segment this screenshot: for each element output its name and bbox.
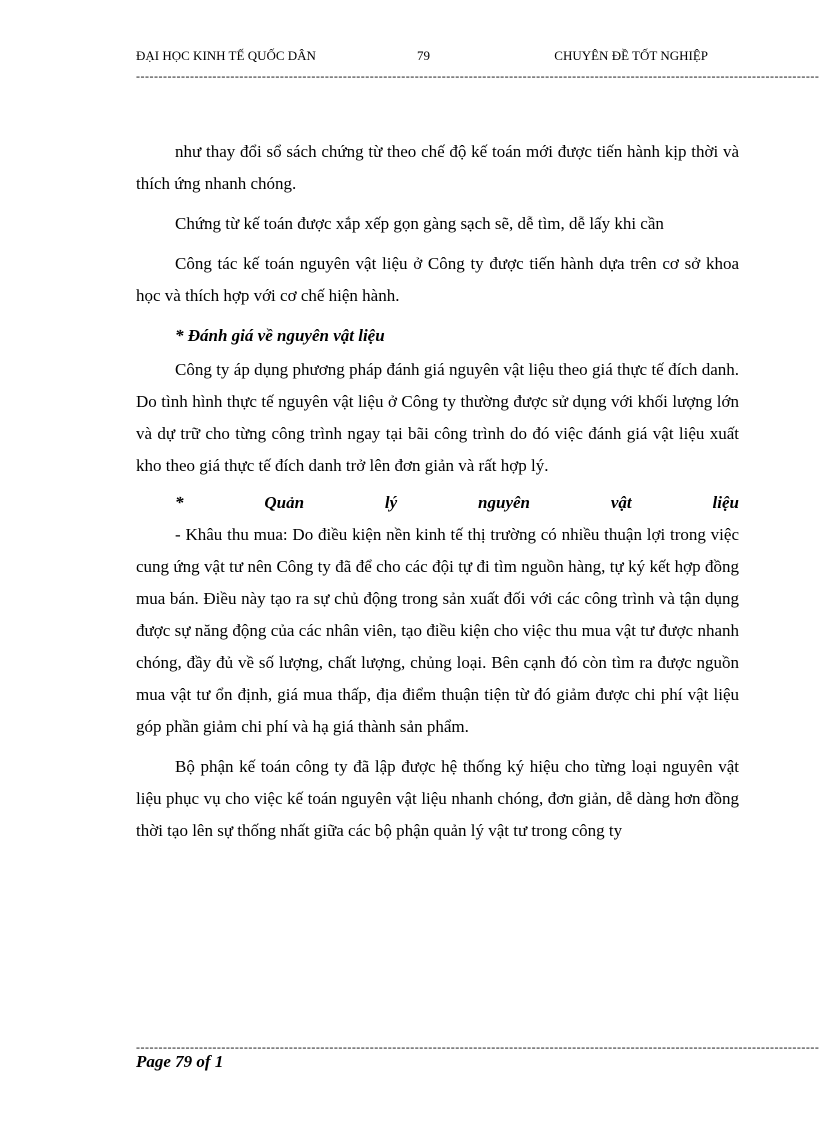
- heading-word: nguyên: [478, 493, 531, 512]
- header-university: ĐẠI HỌC KINH TẾ QUỐC DÂN: [136, 48, 316, 63]
- header-divider: --------------------------------------------------------------------------------------------------------------------------------------------------------: [136, 69, 819, 83]
- section-heading-evaluation: * Đánh giá về nguyên vật liệu: [175, 326, 385, 345]
- header-thesis-title: CHUYÊN ĐỀ TỐT NGHIỆP: [554, 48, 708, 63]
- page-header: [136, 48, 736, 66]
- heading-word: vật: [610, 493, 632, 512]
- header-page-number: 79: [417, 48, 430, 63]
- paragraph-5: - Khâu thu mua: Do điều kiện nền kinh tế thị trường có nhiều thuận lợi trong việc cung ứng vật tư nên Công ty đã để cho các đội tự đi tìm nguồn hàng, tự ký kết hợp đồng mua bán. Điều này tạo ra sự chủ động trong sản xuất đối với các công trình và tận dụng được sự năng động của các nhân viên, tạo điều kiện cho việc thu mua vật tư được nhanh chóng, đầy đủ về số lượng, chất lượng, chủng loại. Bên cạnh đó còn tìm ra được nguồn mua vật tư ổn định, giá mua thấp, địa điểm thuận tiện từ đó giảm được chi phí vật liệu góp phần giảm chi phí và hạ giá thành sản phẩm.: [136, 525, 739, 736]
- footer-divider: --------------------------------------------------------------------------------------------------------------------------------------------------------: [136, 1040, 819, 1054]
- page-footer: Page 79 of 1: [136, 1052, 224, 1071]
- paragraph-6: Bộ phận kế toán công ty đã lập được hệ thống ký hiệu cho từng loại nguyên vật liệu phục vụ cho việc kế toán nguyên vật liệu nhanh chóng, đơn giản, dễ dàng hơn đồng thời tạo lên sự thống nhất giữa các bộ phận quản lý vật tư trong công ty: [136, 757, 739, 840]
- heading-word: Quản: [264, 493, 305, 512]
- paragraph-3: Công tác kế toán nguyên vật liệu ở Công ty được tiến hành dựa trên cơ sở khoa học và thích hợp với cơ chế hiện hành.: [136, 254, 739, 305]
- heading-word: liệu: [712, 493, 739, 512]
- paragraph-1: như thay đổi sổ sách chứng từ theo chế độ kế toán mới được tiến hành kịp thời và thích ứng nhanh chóng.: [136, 142, 739, 193]
- heading-word: *: [175, 493, 184, 512]
- section-heading-management: [136, 487, 739, 519]
- paragraph-2: Chứng từ kế toán được xắp xếp gọn gàng sạch sẽ, dễ tìm, dễ lấy khi cần: [175, 214, 664, 233]
- paragraph-4: Công ty áp dụng phương pháp đánh giá nguyên vật liệu theo giá thực tế đích danh. Do tình hình thực tế nguyên vật liệu ở Công ty thường được sử dụng với khối lượng lớn và dự trữ cho từng công trình ngay tại bãi công trình do đó việc đánh giá vật liệu xuất kho theo giá thực tế đích danh trở lên đơn giản và rất hợp lý.: [136, 360, 739, 475]
- heading-word: lý: [384, 493, 398, 512]
- document-body: [136, 136, 739, 847]
